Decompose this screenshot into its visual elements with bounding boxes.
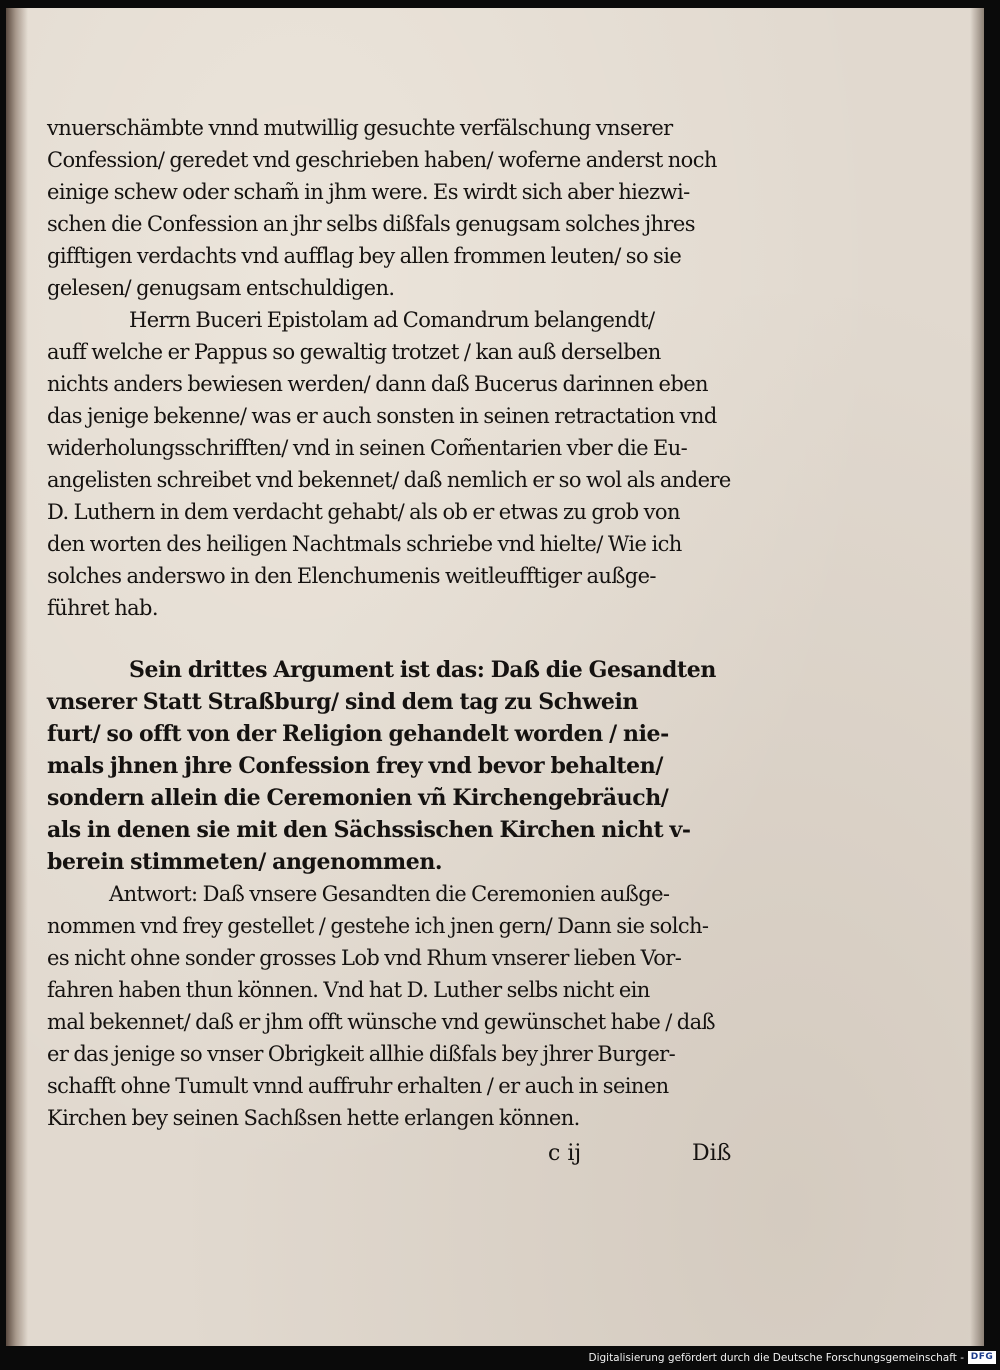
- text-line: schafft ohne Tumult vnnd auffruhr erhalten / er auch in seinen: [47, 1074, 669, 1098]
- text-line: D. Luthern in dem verdacht gehabt/ als ob er etwas zu grob von: [47, 500, 680, 524]
- argument-line: furt/ so offt von der Religion gehandelt worden / nie-: [47, 721, 669, 747]
- text-line: nommen vnd frey gestellet / gestehe ich jnen gern/ Dann sie solch-: [47, 914, 709, 938]
- catchword: Diß: [692, 1141, 732, 1166]
- text-line: Confession/ geredet vnd geschrieben haben/ woferne anderst noch: [47, 148, 717, 172]
- text-line: solches anderswo in den Elenchumenis weitleufftiger außge-: [47, 564, 656, 588]
- argument-line: als in denen sie mit den Sächssischen Kirchen nicht v-: [47, 817, 691, 843]
- text-line: widerholungsschrifften/ vnd in seinen Com̃entarien vber die Eu-: [47, 436, 688, 460]
- argument-line: berein stimmeten/ angenommen.: [47, 849, 443, 875]
- argument-line: sondern allein die Ceremonien vñ Kirchengebräuch/: [47, 785, 669, 811]
- page-text-block: [47, 112, 747, 1134]
- text-line: angelisten schreibet vnd bekennet/ daß nemlich er so wol als andere: [47, 468, 731, 492]
- text-line: führet hab.: [47, 596, 158, 620]
- text-line: gifftigen verdachts vnd aufflag bey allen frommen leuten/ so sie: [47, 244, 682, 268]
- text-line: Kirchen bey seinen Sachßsen hette erlangen können.: [47, 1106, 580, 1130]
- text-line: es nicht ohne sonder grosses Lob vnd Rhum vnserer lieben Vor-: [47, 946, 682, 970]
- answer-start-line: Antwort: Daß vnsere Gesandten die Ceremonien außge-: [109, 882, 670, 906]
- page-footer: [6, 1141, 984, 1181]
- text-line: einige schew oder scham̃ in jhm were. Es wirdt sich aber hiezwi-: [47, 180, 690, 204]
- dfg-logo-icon: DFG: [968, 1351, 996, 1364]
- text-line: schen die Confession an jhr selbs dißfals genugsam solches jhres: [47, 212, 695, 236]
- text-line: nichts anders bewiesen werden/ dann daß Bucerus darinnen eben: [47, 372, 708, 396]
- digitization-credit-bar: [0, 1346, 1000, 1370]
- text-line: fahren haben thun können. Vnd hat D. Luther selbs nicht ein: [47, 978, 650, 1002]
- argument-start-line: Sein drittes Argument ist das: Daß die Gesandten: [129, 657, 716, 683]
- paragraph-gap: [47, 624, 747, 654]
- text-line: er das jenige so vnser Obrigkeit allhie dißfals bey jhrer Burger-: [47, 1042, 676, 1066]
- paragraph-start-line: Herrn Buceri Epistolam ad Comandrum belangendt/: [129, 308, 655, 332]
- text-line: vnuerschämbte vnnd mutwillig gesuchte verfälschung vnserer: [47, 116, 673, 140]
- text-line: das jenige bekenne/ was er auch sonsten in seinen retractation vnd: [47, 404, 717, 428]
- signature-mark: c ij: [548, 1141, 582, 1166]
- digitization-credit-text: Digitalisierung gefördert durch die Deutsche Forschungsgemeinschaft -: [588, 1352, 964, 1364]
- book-page: [6, 8, 984, 1346]
- text-line: den worten des heiligen Nachtmals schriebe vnd hielte/ Wie ich: [47, 532, 682, 556]
- argument-line: mals jhnen jhre Confession frey vnd bevor behalten/: [47, 753, 664, 779]
- text-line: gelesen/ genugsam entschuldigen.: [47, 276, 395, 300]
- text-line: mal bekennet/ daß er jhm offt wünsche vnd gewünschet habe / daß: [47, 1010, 715, 1034]
- argument-line: vnserer Statt Straßburg/ sind dem tag zu Schwein: [47, 689, 639, 715]
- text-line: auff welche er Pappus so gewaltig trotzet / kan auß derselben: [47, 340, 661, 364]
